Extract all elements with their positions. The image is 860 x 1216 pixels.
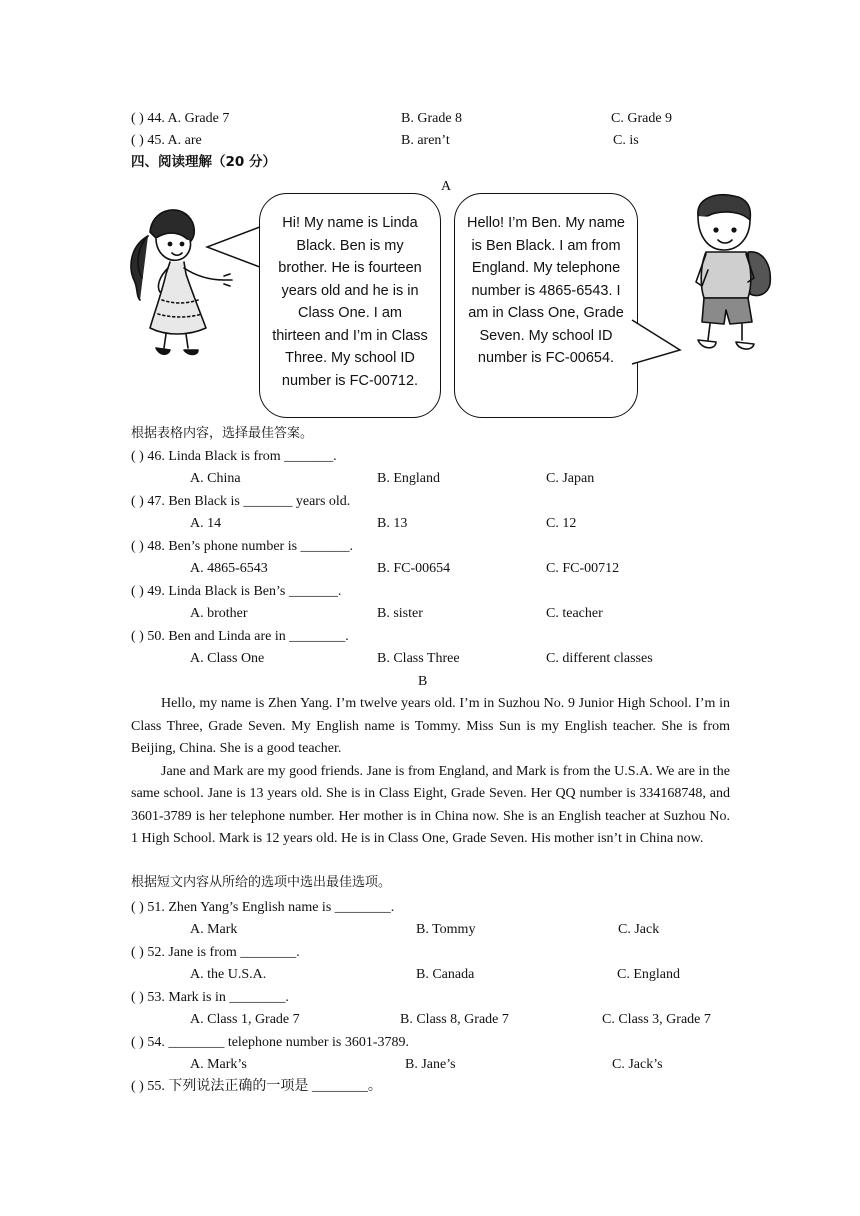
- passage-b-paragraph-2: Jane and Mark are my good friends. Jane is from England, and Mark is from the U.S.A. We are in the same school. Jane is 13 years old. She is in Class Eight, Grade Seven. Her QQ number is 334168748, and 3601-3789 is her telephone number. Her mother is in China now. She is an English teacher at Suzhou No. 1 High School. Mark is 12 years old. He is in Class One, Grade Seven. His mother isn’t in China now.: [131, 763, 730, 846]
- q47-option-c: C. 12: [546, 516, 577, 531]
- q48-stem: ( ) 48. Ben’s phone number is _______.: [131, 539, 354, 554]
- linda-bubble-tail: [205, 223, 267, 273]
- q50-option-b: B. Class Three: [377, 651, 460, 666]
- q44-stem: ( ) 44. A. Grade 7: [131, 111, 230, 126]
- q49-option-c: C. teacher: [546, 606, 603, 621]
- q52-option-a: A. the U.S.A.: [190, 967, 267, 982]
- part-a-label: A: [441, 179, 452, 194]
- q46-option-b: B. England: [377, 471, 440, 486]
- q49-option-a: A. brother: [190, 606, 248, 621]
- q47-option-a: A. 14: [190, 516, 222, 531]
- q51-stem: ( ) 51. Zhen Yang’s English name is ________.: [131, 900, 395, 915]
- q48-option-c: C. FC-00712: [546, 561, 620, 576]
- q49-option-b: B. sister: [377, 606, 423, 621]
- q50-option-c: C. different classes: [546, 651, 653, 666]
- q53-option-c: C. Class 3, Grade 7: [602, 1012, 711, 1027]
- boy-illustration: [682, 190, 774, 368]
- q47-stem: ( ) 47. Ben Black is _______ years old.: [131, 494, 351, 509]
- q52-option-c: C. England: [617, 967, 680, 982]
- q44-option-b: B. Grade 8: [401, 111, 463, 126]
- q47-option-b: B. 13: [377, 516, 408, 531]
- q52-option-b: B. Canada: [416, 967, 475, 982]
- q48-option-b: B. FC-00654: [377, 561, 451, 576]
- linda-speech-bubble: Hi! My name is Linda Black. Ben is my brother. He is fourteen years old and he is in Class One. I am thirteen and I’m in Class Three. My school ID number is FC-00712.: [259, 193, 441, 418]
- q45-option-b: B. aren’t: [401, 133, 450, 148]
- q52-stem: ( ) 52. Jane is from ________.: [131, 945, 300, 960]
- q54-option-a: A. Mark’s: [190, 1057, 247, 1072]
- ben-bubble-tail: [630, 318, 682, 366]
- q53-option-b: B. Class 8, Grade 7: [400, 1012, 509, 1027]
- q51-option-c: C. Jack: [618, 922, 660, 937]
- q54-option-c: C. Jack’s: [612, 1057, 663, 1072]
- q46-option-c: C. Japan: [546, 471, 595, 486]
- girl-illustration: [126, 196, 234, 362]
- q46-stem: ( ) 46. Linda Black is from _______.: [131, 449, 337, 464]
- passage-b-paragraph-1: Hello, my name is Zhen Yang. I’m twelve years old. I’m in Suzhou No. 9 Junior High School. I’m in Class Three, Grade Seven. My English name is Tommy. Miss Sun is my English teacher. She is from Beijing, China. She is a good teacher.: [131, 696, 730, 756]
- section-title: 四、阅读理解（20 分）: [131, 154, 276, 170]
- q51-option-b: B. Tommy: [416, 922, 476, 937]
- q51-option-a: A. Mark: [190, 922, 238, 937]
- q46-option-a: A. China: [190, 471, 241, 486]
- q50-option-a: A. Class One: [190, 651, 265, 666]
- q53-option-a: A. Class 1, Grade 7: [190, 1012, 300, 1027]
- q45-option-c: C. is: [613, 133, 639, 148]
- instruction-a: 根据表格内容，选择最佳答案。: [131, 426, 314, 441]
- q45-stem: ( ) 45. A. are: [131, 133, 202, 148]
- q48-option-a: A. 4865-6543: [190, 561, 268, 576]
- q50-stem: ( ) 50. Ben and Linda are in ________.: [131, 629, 349, 644]
- q53-stem: ( ) 53. Mark is in ________.: [131, 990, 289, 1005]
- passage-b: [131, 693, 730, 851]
- ben-speech-bubble: Hello! I’m Ben. My name is Ben Black. I am from England. My telephone number is 4865-6543. I am in Class One, Grade Seven. My school ID number is FC-00654.: [454, 193, 638, 418]
- instruction-b: 根据短文内容从所给的选项中选出最佳选项。: [131, 875, 392, 890]
- q44-option-c: C. Grade 9: [611, 111, 673, 126]
- q49-stem: ( ) 49. Linda Black is Ben’s _______.: [131, 584, 342, 599]
- q54-stem: ( ) 54. ________ telephone number is 3601-3789.: [131, 1035, 410, 1050]
- q55-stem: ( ) 55. 下列说法正确的一项是 ________。: [131, 1079, 382, 1094]
- q54-option-b: B. Jane’s: [405, 1057, 456, 1072]
- part-b-label: B: [418, 674, 428, 689]
